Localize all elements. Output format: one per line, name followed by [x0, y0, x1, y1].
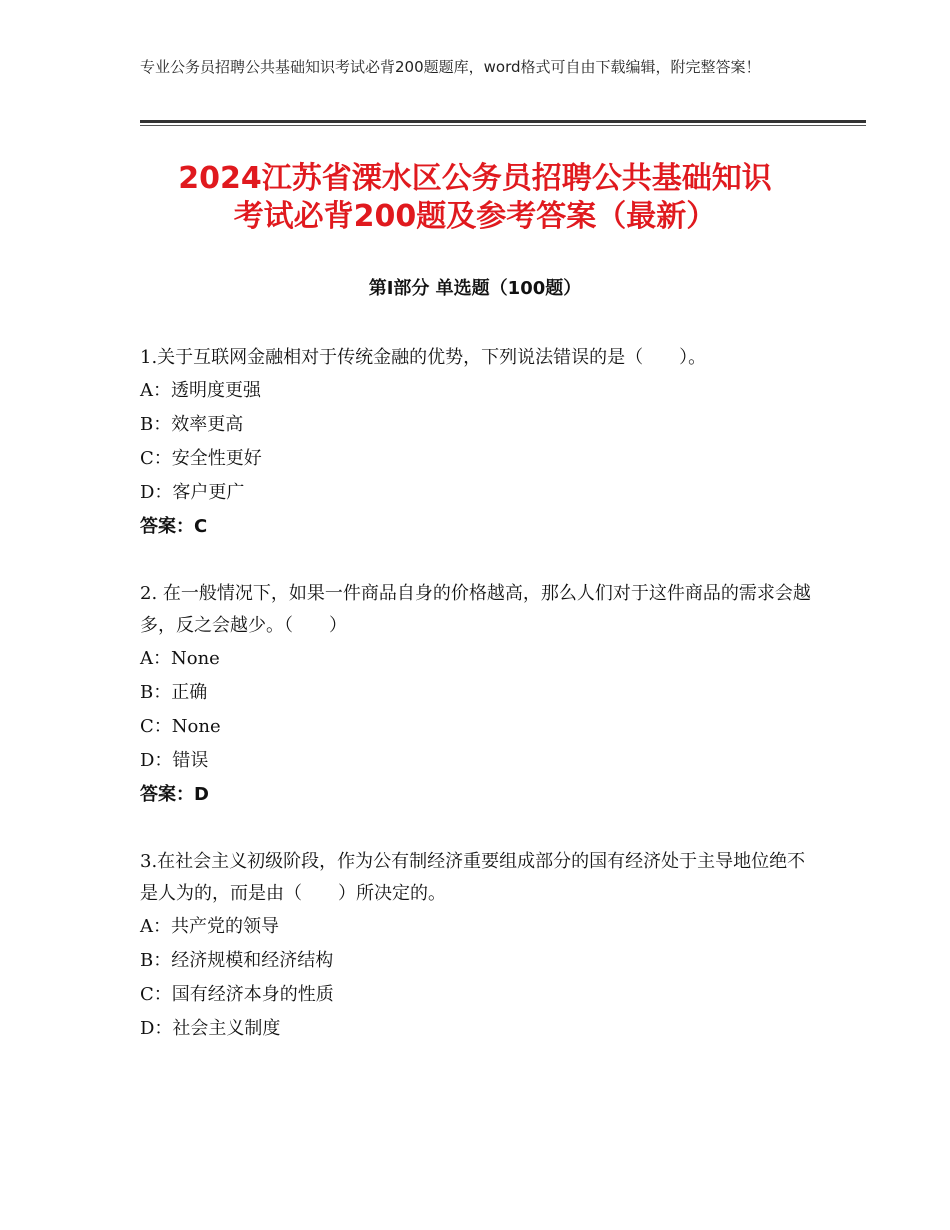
option-d: D：社会主义制度	[140, 1018, 281, 1039]
header-divider-thin	[140, 125, 866, 126]
option-c: C：国有经济本身的性质	[140, 984, 334, 1005]
section-heading: 第Ⅰ部分 单选题（100题）	[368, 278, 582, 299]
question-stem: 3.在社会主义初级阶段，作为公有制经济重要组成部分的国有经济处于主导地位绝不是人为的，而是由（ ）所决定的。	[140, 851, 806, 904]
question-stem: 2. 在一般情况下，如果一件商品自身的价格越高，那么人们对于这件商品的需求会越多，反之会越少。（ ）	[140, 583, 811, 636]
option-d: D：错误	[140, 750, 209, 771]
option-c: C：安全性更好	[140, 448, 262, 469]
option-a: A：透明度更强	[140, 380, 261, 401]
option-b: B：经济规模和经济结构	[140, 950, 334, 971]
question-stem: 1.关于互联网金融相对于传统金融的优势，下列说法错误的是（ ）。	[140, 347, 707, 368]
header-note: 专业公务员招聘公共基础知识考试必背200题题库，word格式可自由下载编辑，附完整答案！	[140, 58, 761, 76]
option-b: B：效率更高	[140, 414, 244, 435]
title-line-2: 考试必背200题及参考答案（最新）	[233, 199, 717, 234]
question-1	[140, 342, 820, 544]
option-a: A：None	[140, 648, 220, 669]
answer: 答案：C	[140, 516, 208, 537]
option-c: C：None	[140, 716, 221, 737]
title-line-1: 2024江苏省溧水区公务员招聘公共基础知识	[178, 161, 772, 196]
option-d: D：客户更广	[140, 482, 245, 503]
document-title	[0, 160, 950, 236]
option-a: A：共产党的领导	[140, 916, 279, 937]
question-2	[140, 578, 820, 812]
header-divider-thick	[140, 120, 866, 123]
answer: 答案：D	[140, 784, 209, 805]
question-list	[140, 342, 820, 1080]
option-b: B：正确	[140, 682, 208, 703]
question-3	[140, 846, 820, 1046]
